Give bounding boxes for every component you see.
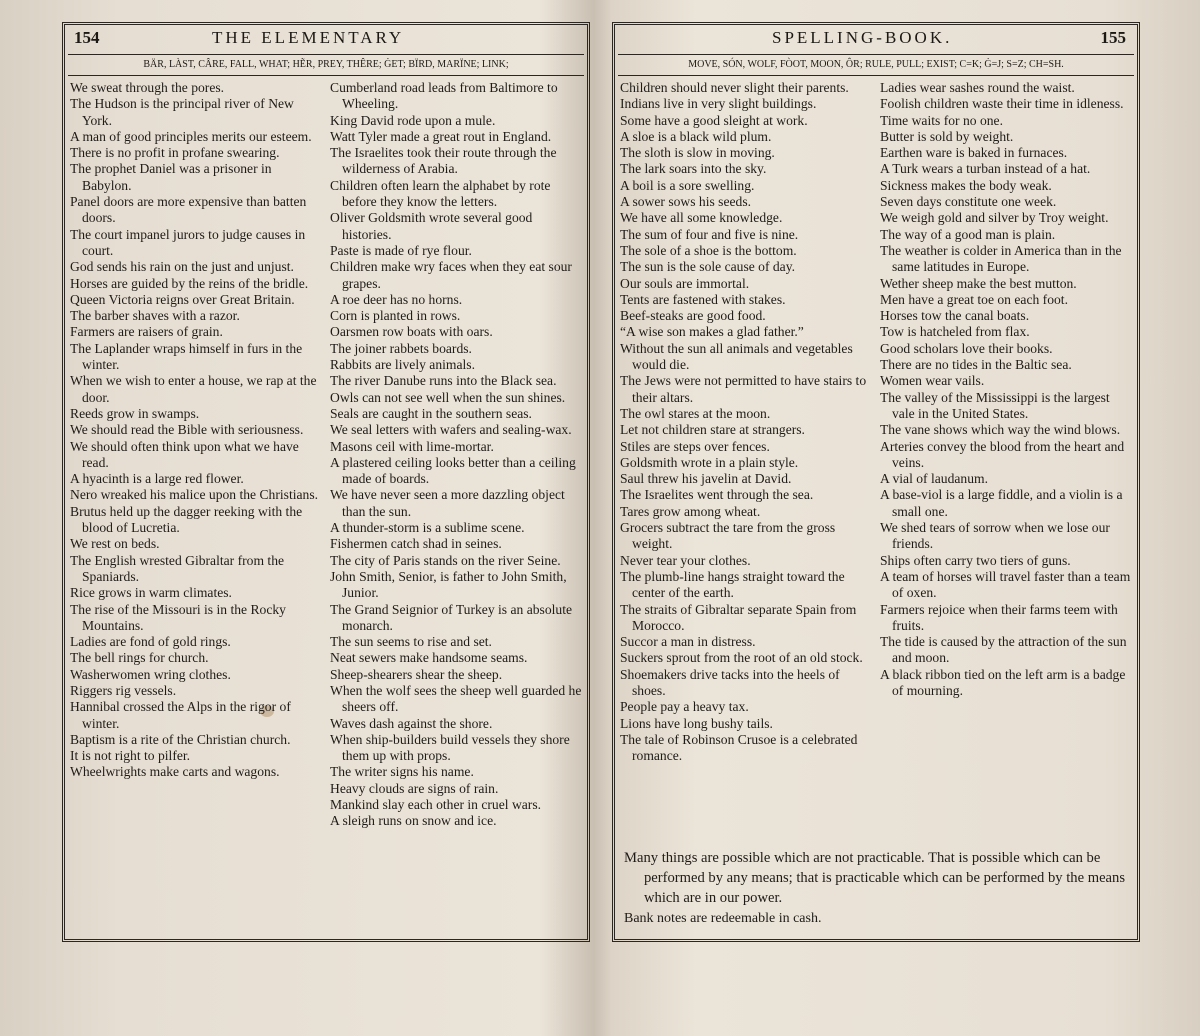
column-2: [880, 80, 1132, 792]
sentence-entry: Oarsmen row boats with oars.: [330, 324, 493, 340]
sentence-entry: We have all some knowledge.: [620, 210, 783, 226]
sentence-entry: Riggers rig vessels.: [70, 682, 177, 698]
sentence-entry: The city of Paris stands on the river Seine.: [330, 552, 561, 568]
sentence-entry: Children often learn the alphabet by rote before they know the letters.: [330, 177, 551, 210]
sentence-entry: Succor a man in distress.: [620, 634, 756, 650]
sentence-entry: The Grand Seignior of Turkey is an absolute monarch.: [330, 601, 573, 633]
sentence-entry: It is not right to pilfer.: [70, 748, 191, 764]
sentence-entry: Stiles are steps over fences.: [620, 438, 770, 454]
sentence-entry: Goldsmith wrote in a plain style.: [620, 454, 799, 470]
sentence-entry: Earthen ware is baked in furnaces.: [880, 145, 1068, 161]
sentence-entry: A hyacinth is a large red flower.: [70, 471, 244, 487]
column-1: [620, 80, 872, 792]
sentence-entry: The Hudson is the principal river of New York.: [70, 96, 294, 128]
sentence-entry: Seals are caught in the southern seas.: [330, 405, 532, 421]
sentence-entry: A boil is a sore swelling.: [620, 177, 755, 193]
sentence-entry: The joiner rabbets boards.: [330, 340, 472, 356]
sentence-entry: Reeds grow in swamps.: [70, 405, 200, 421]
sentence-entry: A sower sows his seeds.: [620, 194, 752, 210]
sentence-entry: A Turk wears a turban instead of a hat.: [880, 161, 1091, 177]
sentence-entry: Some have a good sleight at work.: [620, 112, 808, 128]
sentence-entry: Corn is planted in rows.: [330, 308, 461, 324]
sentence-entry: Seven days constitute one week.: [880, 194, 1057, 210]
sentence-entry: Cumberland road leads from Baltimore to Wheeling.: [330, 80, 558, 112]
sentence-entry: Owls can not see well when the sun shines.: [330, 389, 566, 405]
sentence-entry: We should often think upon what we have read.: [70, 438, 299, 470]
sentence-entry: Rabbits are lively animals.: [330, 357, 475, 373]
sentence-entry: Indians live in very slight buildings.: [620, 96, 817, 112]
sentence-entry: Queen Victoria reigns over Great Britain.: [70, 291, 295, 307]
sentence-entry: Nero wreaked his malice upon the Christians.: [70, 487, 319, 503]
sentence-entry: The sole of a shoe is the bottom.: [620, 242, 797, 258]
sentence-entry: Farmers are raisers of grain.: [70, 324, 223, 340]
pronunciation-key: MOVE, SÓN, WOLF, FÒOT, MOON, ÔR; RULE, PULL; EXIST; C=K; Ġ=J; S=Z; CH=SH.: [618, 54, 1134, 76]
sentence-columns: [620, 80, 1132, 792]
sentence-entry: The English wrested Gibraltar from the Spaniards.: [70, 552, 285, 584]
sentence-entry: A sleigh runs on snow and ice.: [330, 813, 497, 829]
sentence-entry: Lions have long bushy tails.: [620, 715, 773, 731]
sentence-entry: A team of horses will travel faster than a team of oxen.: [880, 568, 1131, 601]
sentence-entry: Ladies wear sashes round the waist.: [880, 80, 1075, 95]
sentence-entry: Shoemakers drive tacks into the heels of shoes.: [620, 666, 840, 698]
sentence-entry: Farmers rejoice when their farms teem with fruits.: [880, 601, 1118, 633]
sentence-entry: A vial of laudanum.: [880, 471, 988, 487]
sentence-entry: The straits of Gibraltar separate Spain from Morocco.: [620, 601, 857, 633]
page-number: 155: [1100, 28, 1126, 47]
sentence-entry: King David rode upon a mule.: [330, 112, 496, 128]
sentence-entry: Panel doors are more expensive than batten doors.: [70, 194, 307, 226]
sentence-entry: The river Danube runs into the Black sea.: [330, 373, 557, 389]
sentence-entry: Children make wry faces when they eat sour grapes.: [330, 259, 572, 291]
sentence-entry: We shed tears of sorrow when we lose our friends.: [880, 520, 1110, 552]
sentence-entry: A roe deer has no horns.: [330, 291, 463, 307]
sentence-entry: The valley of the Mississippi is the largest vale in the United States.: [880, 389, 1110, 421]
sentence-entry: The sloth is slow in moving.: [620, 145, 775, 161]
sentence-entry: “A wise son makes a glad father.”: [620, 324, 804, 340]
sentence-entry: Our souls are immortal.: [620, 275, 750, 291]
sentence-entry: The bell rings for church.: [70, 650, 209, 666]
sentence-entry: We rest on beds.: [70, 536, 160, 552]
page-header: [62, 28, 590, 50]
sentence-entry: A black ribbon tied on the left arm is a badge of mourning.: [880, 666, 1126, 698]
page-number: 154: [74, 28, 100, 47]
sentence-entry: A base-viol is a large fiddle, and a violin is a small one.: [880, 487, 1123, 519]
sentence-entry: Baptism is a rite of the Christian church.: [70, 731, 291, 747]
sentence-entry: The vane shows which way the wind blows.: [880, 422, 1121, 438]
sentence-entry: Brutus held up the dagger reeking with the blood of Lucretia.: [70, 503, 303, 536]
sentence-entry: A sloe is a black wild plum.: [620, 128, 772, 144]
sentence-entry: We sweat through the pores.: [70, 80, 225, 95]
sentence-entry: Rice grows in warm climates.: [70, 585, 232, 601]
sentence-entry: The sum of four and five is nine.: [620, 226, 799, 242]
sentence-entry: When the wolf sees the sheep well guarded he sheers off.: [330, 682, 582, 715]
sentence-entry: The barber shaves with a razor.: [70, 308, 240, 324]
sentence-entry: Men have a great toe on each foot.: [880, 291, 1068, 307]
sentence-entry: Children should never slight their parents.: [620, 80, 849, 95]
sentence-entry: God sends his rain on the just and unjust.: [70, 259, 294, 275]
right-page: [612, 22, 1140, 942]
sentence-entry: Waves dash against the shore.: [330, 715, 493, 731]
sentence-entry: We weigh gold and silver by Troy weight.: [880, 210, 1109, 226]
sentence-entry: Oliver Goldsmith wrote several good histories.: [330, 210, 533, 242]
sentence-columns: [70, 80, 582, 936]
sentence-entry: The tide is caused by the attraction of the sun and moon.: [880, 634, 1127, 666]
sentence-entry: Tares grow among wheat.: [620, 503, 761, 519]
sentence-entry: Sickness makes the body weak.: [880, 177, 1052, 193]
sentence-entry: John Smith, Senior, is father to John Smith, Junior.: [330, 568, 567, 601]
sentence-entry: Tow is hatcheled from flax.: [880, 324, 1030, 340]
sentence-entry: Wether sheep make the best mutton.: [880, 275, 1077, 291]
sentence-entry: Ships often carry two tiers of guns.: [880, 552, 1071, 568]
sentence-entry: We seal letters with wafers and sealing-wax.: [330, 422, 572, 438]
running-head: SPELLING-BOOK.: [772, 28, 953, 47]
sentence-entry: We should read the Bible with seriousness.: [70, 422, 304, 438]
sentence-entry: When we wish to enter a house, we rap at the door.: [70, 373, 317, 405]
sentence-entry: Never tear your clothes.: [620, 552, 751, 568]
sentence-entry: Sheep-shearers shear the sheep.: [330, 666, 503, 682]
sentence-entry: The weather is colder in America than in the same latitudes in Europe.: [880, 242, 1122, 275]
left-page: [62, 22, 590, 942]
sentence-entry: The sun seems to rise and set.: [330, 634, 492, 650]
pronunciation-key: BÄR, LÀST, CÂRE, FALL, WHAT; HẼR, PREY, THÊRE; ĠET; BÏRD, MARÏNE; LINK;: [68, 54, 584, 76]
sentence-entry: Let not children stare at strangers.: [620, 422, 805, 438]
sentence-entry: The Israelites went through the sea.: [620, 487, 814, 503]
sentence-entry: When ship-builders build vessels they shore them up with props.: [330, 731, 570, 764]
sentence-entry: Butter is sold by weight.: [880, 128, 1014, 144]
sentence-entry: The Jews were not permitted to have stairs to their altars.: [620, 373, 867, 405]
sentence-entry: There is no profit in profane swearing.: [70, 145, 280, 161]
sentence-entry: The lark soars into the sky.: [620, 161, 767, 177]
sentence-entry: Grocers subtract the tare from the gross weight.: [620, 520, 836, 552]
sentence-entry: Watt Tyler made a great rout in England.: [330, 128, 552, 144]
sentence-entry: Saul threw his javelin at David.: [620, 471, 792, 487]
sentence-entry: The prophet Daniel was a prisoner in Babylon.: [70, 161, 272, 193]
closing-sentence: Bank notes are redeemable in cash.: [624, 911, 822, 926]
sentence-entry: Mankind slay each other in cruel wars.: [330, 797, 542, 813]
sentence-entry: Arteries convey the blood from the heart and veins.: [880, 438, 1125, 470]
sentence-entry: The owl stares at the moon.: [620, 405, 771, 421]
sentence-entry: Tents are fastened with stakes.: [620, 291, 786, 307]
sentence-entry: The plumb-line hangs straight toward the center of the earth.: [620, 568, 845, 601]
sentence-entry: The Laplander wraps himself in furs in the winter.: [70, 340, 303, 373]
sentence-entry: The way of a good man is plain.: [880, 226, 1056, 242]
sentence-entry: Beef-steaks are good food.: [620, 308, 766, 324]
column-1: [70, 80, 322, 936]
sentence-entry: Ladies are fond of gold rings.: [70, 634, 231, 650]
sentence-entry: Suckers sprout from the root of an old stock.: [620, 650, 863, 666]
page-footer-text: [624, 848, 1126, 928]
sentence-entry: Foolish children waste their time in idleness.: [880, 96, 1124, 112]
sentence-entry: There are no tides in the Baltic sea.: [880, 357, 1072, 373]
definition-paragraph: Many things are possible which are not practicable. That is possible which can be performed by any means; that is practicable which can be performed by the means which are in our power.: [624, 850, 1126, 906]
sentence-entry: A man of good principles merits our esteem.: [70, 128, 312, 144]
sentence-entry: The rise of the Missouri is in the Rocky Mountains.: [70, 601, 286, 633]
sentence-entry: Neat sewers make handsome seams.: [330, 650, 528, 666]
sentence-entry: The court impanel jurors to judge causes in court.: [70, 226, 306, 258]
sentence-entry: Horses are guided by the reins of the bridle.: [70, 275, 309, 291]
sentence-entry: Women wear vails.: [880, 373, 985, 389]
sentence-entry: Time waits for no one.: [880, 112, 1003, 128]
sentence-entry: Without the sun all animals and vegetables would die.: [620, 340, 853, 373]
sentence-entry: Hannibal crossed the Alps in the rigor of winter.: [70, 699, 291, 731]
sentence-entry: Heavy clouds are signs of rain.: [330, 780, 499, 796]
sentence-entry: Masons ceil with lime-mortar.: [330, 438, 494, 454]
sentence-entry: The writer signs his name.: [330, 764, 474, 780]
sentence-entry: Wheelwrights make carts and wagons.: [70, 764, 280, 780]
sentence-entry: The tale of Robinson Crusoe is a celebrated romance.: [620, 731, 858, 764]
sentence-entry: Good scholars love their books.: [880, 340, 1053, 356]
sentence-entry: Washerwomen wring clothes.: [70, 666, 231, 682]
sentence-entry: A plastered ceiling looks better than a ceiling made of boards.: [330, 454, 576, 487]
sentence-entry: The Israelites took their route through the wilderness of Arabia.: [330, 145, 557, 177]
column-2: [330, 80, 582, 936]
sentence-entry: Horses tow the canal boats.: [880, 308, 1030, 324]
sentence-entry: Paste is made of rye flour.: [330, 242, 472, 258]
sentence-entry: We have never seen a more dazzling object than the sun.: [330, 487, 565, 519]
sentence-entry: A thunder-storm is a sublime scene.: [330, 520, 525, 536]
running-head: THE ELEMENTARY: [212, 28, 405, 47]
sentence-entry: People pay a heavy tax.: [620, 699, 749, 715]
sentence-entry: Fishermen catch shad in seines.: [330, 536, 502, 552]
sentence-entry: The sun is the sole cause of day.: [620, 259, 796, 275]
page-header: [612, 28, 1140, 50]
